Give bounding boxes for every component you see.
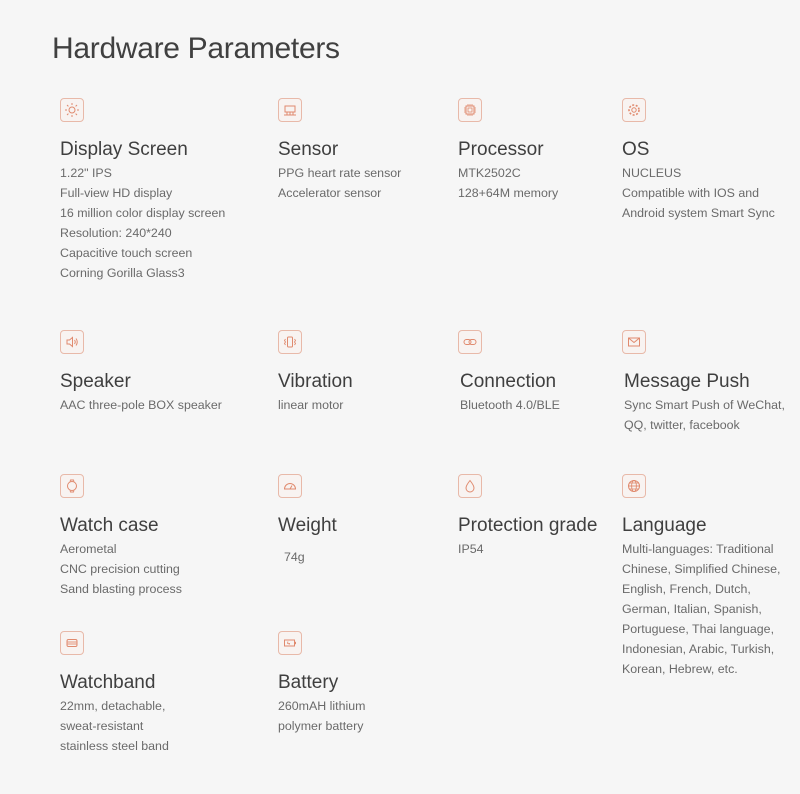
page-title: Hardware Parameters [52,32,340,65]
sensor-chip-icon [278,98,302,122]
param-detail-line: CNC precision cutting [60,562,180,576]
param-os [622,98,775,223]
param-details [278,696,365,736]
param-heading: Sensor [278,139,339,160]
param-detail-line: Corning Gorilla Glass3 [60,266,185,280]
param-detail-line: Accelerator sensor [278,186,382,200]
param-detail-line: Multi-languages: Traditional [622,542,774,556]
param-detail-line: Indonesian, Arabic, Turkish, [622,642,775,656]
param-battery [278,631,365,736]
param-detail-line: English, French, Dutch, [622,582,751,596]
param-detail-line: Capacitive touch screen [60,246,193,260]
param-heading: Watch case [60,515,159,536]
param-heading: Message Push [624,371,750,392]
param-details [60,163,225,283]
param-detail-line: 74g [284,550,305,564]
param-details [622,539,780,679]
param-detail-line: Resolution: 240*240 [60,226,172,240]
watchband-icon [60,631,84,655]
param-detail-line: Sync Smart Push of WeChat, [624,398,785,412]
param-detail-line: Full-view HD display [60,186,173,200]
param-heading: Processor [458,139,544,160]
param-watch-case [60,474,182,599]
param-detail-line: 1.22" IPS [60,166,112,180]
param-detail-line: 16 million color display screen [60,206,226,220]
param-detail-line: sweat-resistant [60,719,144,733]
param-details [60,696,169,756]
vibration-icon [278,330,302,354]
param-detail-line: Sand blasting process [60,582,182,596]
param-detail-line: NUCLEUS [622,166,682,180]
param-detail-line: 260mAH lithium [278,699,366,713]
param-detail-line: German, Italian, Spanish, [622,602,762,616]
param-processor [458,98,558,203]
param-detail-line: linear motor [278,398,344,412]
param-language [622,474,780,679]
param-detail-line: Portuguese, Thai language, [622,622,775,636]
param-message-push [622,330,785,435]
param-heading: Speaker [60,371,131,392]
param-sensor [278,98,401,203]
param-detail-line: 22mm, detachable, [60,699,166,713]
param-protection-grade [458,474,597,559]
param-detail-line: MTK2502C [458,166,521,180]
globe-icon [622,474,646,498]
sun-icon [60,98,84,122]
scale-icon [278,474,302,498]
watch-case-icon [60,474,84,498]
param-details [624,395,785,435]
cpu-icon [458,98,482,122]
param-details [460,395,560,415]
param-detail-line: Bluetooth 4.0/BLE [460,398,560,412]
param-detail-line: QQ, twitter, facebook [624,418,740,432]
param-heading: Connection [460,371,557,392]
param-heading: Weight [278,515,337,536]
gear-icon [622,98,646,122]
param-vibration [278,330,353,415]
param-detail-line: IP54 [458,542,484,556]
param-weight [278,474,337,567]
param-heading: Vibration [278,371,353,392]
param-detail-line: Chinese, Simplified Chinese, [622,562,781,576]
battery-icon [278,631,302,655]
param-detail-line: 128+64M memory [458,186,559,200]
param-detail-line: PPG heart rate sensor [278,166,402,180]
param-detail-line: stainless steel band [60,739,169,753]
param-connection [458,330,560,415]
param-details [60,539,182,599]
param-detail-line: Korean, Hebrew, etc. [622,662,738,676]
param-details [622,163,775,223]
param-watchband [60,631,169,756]
param-display-screen [60,98,225,283]
param-details [278,395,353,415]
param-details [458,163,558,203]
param-detail-line: Compatible with IOS and [622,186,760,200]
param-detail-line: AAC three-pole BOX speaker [60,398,222,412]
param-details [458,539,597,559]
param-details [278,163,401,203]
param-speaker [60,330,222,415]
param-details [60,395,222,415]
param-detail-line: polymer battery [278,719,364,733]
param-heading: Battery [278,672,339,693]
param-heading: Protection grade [458,515,598,536]
envelope-icon [622,330,646,354]
param-heading: Watchband [60,672,156,693]
param-details [284,547,337,567]
param-heading: Display Screen [60,139,188,160]
water-drop-icon [458,474,482,498]
param-heading: Language [622,515,707,536]
link-icon [458,330,482,354]
param-detail-line: Android system Smart Sync [622,206,775,220]
param-detail-line: Aerometal [60,542,117,556]
speaker-icon [60,330,84,354]
param-heading: OS [622,139,650,160]
